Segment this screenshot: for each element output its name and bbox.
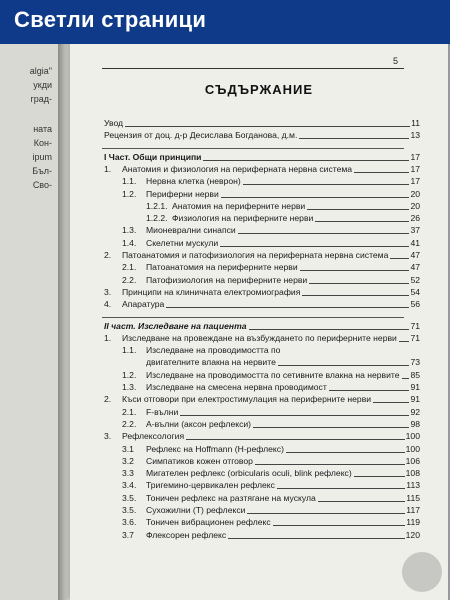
left-page-fragment: Сво- xyxy=(32,180,52,190)
toc-entry-page: 13 xyxy=(410,130,420,141)
toc-entry-page: 92 xyxy=(410,406,420,417)
toc-entry xyxy=(122,176,420,187)
left-page-fragment: algia" xyxy=(29,66,52,76)
toc-entry xyxy=(122,530,420,541)
toc-entry-page: 41 xyxy=(410,237,420,248)
toc-entry xyxy=(122,468,420,479)
toc-entry-label: Изследване на проводимостта по xyxy=(146,345,281,356)
toc-leader-line xyxy=(203,160,409,161)
toc-entry-number: 1. xyxy=(104,163,112,174)
toc-entry-label: Тоничен вибрационен рефлекс xyxy=(146,517,271,528)
toc-entry-label: Апаратура xyxy=(122,299,165,310)
toc-entry-number: 1.1. xyxy=(122,176,137,187)
toc-entry-page: 115 xyxy=(406,492,420,503)
toc-leader-line xyxy=(390,258,409,259)
toc-entry-number: 1.2. xyxy=(122,188,137,199)
toc-leader-line xyxy=(238,233,410,234)
toc-entry xyxy=(104,299,420,310)
toc-entry-page: 117 xyxy=(406,505,420,515)
toc-entry-label: Мионеврални синапси xyxy=(146,225,236,236)
toc-leader-line xyxy=(302,295,409,296)
toc-entry xyxy=(104,321,420,332)
left-page-fragment: Кон- xyxy=(33,138,52,148)
toc-entry-label: Скелетни мускули xyxy=(146,237,219,248)
toc-entry-number: 3.1 xyxy=(122,443,134,454)
toc-entry-label: Тоничен рефлекс на разтягане на мускула xyxy=(146,492,316,503)
left-page-fragment: ipum xyxy=(32,152,52,162)
toc-entry xyxy=(122,275,420,286)
section-rule xyxy=(102,317,404,318)
toc-leader-line xyxy=(299,138,409,139)
toc-entry-page: 85 xyxy=(410,369,420,380)
toc-entry-number: 2.1. xyxy=(122,406,137,417)
toc-entry xyxy=(146,201,420,212)
toc-entry-label: I Част. Общи принципи xyxy=(104,151,202,162)
toc-entry-label: Анатомия на периферните нерви xyxy=(172,200,306,211)
toc-entry-label: Физиология на периферните нерви xyxy=(172,213,314,224)
toc-leader-line xyxy=(186,439,405,440)
toc-entry-number: 2. xyxy=(104,394,112,405)
toc-entry-number: 4. xyxy=(104,299,112,310)
toc-entry-label: Мигателен рефлекс (orbicularis oculi, blink рефлекс) xyxy=(146,468,352,479)
toc-entry-page: 120 xyxy=(405,529,420,540)
toc-leader-line xyxy=(180,415,409,416)
toc-leader-line xyxy=(373,402,409,403)
toc-entry-label: А-вълни (аксон рефлекси) xyxy=(146,418,252,429)
toc-leader-line xyxy=(228,538,405,539)
toc-leader-line xyxy=(354,172,409,173)
toc-entry xyxy=(104,333,420,344)
toc-entry-page: 113 xyxy=(406,480,420,491)
toc-entry-page: 119 xyxy=(406,517,420,528)
table-of-contents xyxy=(70,30,448,600)
toc-entry-page: 91 xyxy=(410,382,420,392)
toc-entry-label: Периферни нерви xyxy=(146,188,219,199)
toc-entry-number: 3.7 xyxy=(122,529,134,540)
toc-leader-line xyxy=(315,221,409,222)
toc-leader-line xyxy=(278,365,410,366)
toc-entry-number: 1.2.2. xyxy=(146,213,168,224)
toc-entry xyxy=(122,493,420,504)
toc-leader-line xyxy=(402,378,410,379)
toc-entry-label: Патоанатомия и патофизиология на периферната нервна система xyxy=(122,250,389,260)
toc-entry-number: 2.2. xyxy=(122,274,137,285)
toc-entry xyxy=(122,382,420,393)
toc-leader-line xyxy=(125,126,410,127)
toc-entry xyxy=(122,419,420,430)
left-page xyxy=(0,44,58,600)
toc-entry-label: Анатомия и физиология на периферната нервна система xyxy=(122,163,353,174)
toc-entry xyxy=(122,517,420,528)
left-page-fragment: град- xyxy=(30,94,52,104)
toc-entry-number: 1.1. xyxy=(122,345,137,356)
toc-entry-number: 1.4. xyxy=(122,237,137,248)
toc-entry-number: 3.2 xyxy=(122,455,134,466)
page-number: 5 xyxy=(392,56,398,66)
toc-entry xyxy=(122,238,420,249)
toc-entry-number: 1. xyxy=(104,332,112,343)
toc-entry-number: 1.3. xyxy=(122,382,137,392)
toc-leader-line xyxy=(309,283,409,284)
toc-title: СЪДЪРЖАНИЕ xyxy=(204,82,314,97)
toc-entry-label: Рефлекс на Hoffmann (H-рефлекс) xyxy=(146,443,284,454)
toc-entry xyxy=(104,152,420,163)
toc-leader-line xyxy=(307,209,409,210)
book-page xyxy=(70,30,448,600)
toc-entry xyxy=(146,213,420,224)
toc-entry-number: 2.1. xyxy=(122,262,137,273)
toc-leader-line xyxy=(277,488,405,489)
toc-entry xyxy=(104,164,420,175)
toc-entry-label: Изследване на проводимостта по сетивните влакна на нервите xyxy=(146,369,400,380)
toc-entry-page: 47 xyxy=(410,250,420,260)
toc-entry-page: 37 xyxy=(410,225,420,236)
toc-entry-page: 73 xyxy=(410,357,420,368)
toc-leader-line xyxy=(300,270,410,271)
left-page-fragment: ната xyxy=(33,124,52,134)
toc-entry xyxy=(104,250,420,261)
toc-entry-page: 54 xyxy=(410,286,420,297)
toc-leader-line xyxy=(221,197,410,198)
toc-entry-page: 100 xyxy=(405,443,420,454)
toc-entry xyxy=(122,444,420,455)
toc-leader-line xyxy=(255,464,405,465)
toc-leader-line xyxy=(354,476,405,477)
toc-entry-number: 3.5. xyxy=(122,505,137,515)
toc-entry-page: 56 xyxy=(410,299,420,310)
toc-entry-page: 52 xyxy=(410,274,420,285)
toc-entry xyxy=(122,456,420,467)
toc-entry-page: 17 xyxy=(410,176,420,187)
toc-entry-label: Къси отговори при електростимулация на периферните нерви xyxy=(122,394,372,405)
toc-entry xyxy=(104,287,420,298)
toc-entry-label: F-вълни xyxy=(146,406,179,417)
toc-entry xyxy=(122,189,420,200)
toc-entry-page: 106 xyxy=(405,455,420,466)
toc-entry xyxy=(122,407,420,418)
toc-entry-page: 17 xyxy=(410,163,420,174)
toc-leader-line xyxy=(247,513,405,514)
toc-entry-number: 3.4. xyxy=(122,480,137,491)
site-banner xyxy=(0,0,450,44)
toc-entry xyxy=(122,505,420,516)
toc-entry-label: Патофизиология на периферните нерви xyxy=(146,274,308,285)
toc-entry-label: двигателните влакна на нервите xyxy=(146,357,276,368)
toc-entry-label: Принципи на клиничната електромиография xyxy=(122,286,301,297)
toc-entry-number: 3.3 xyxy=(122,468,134,479)
toc-entry-number: 1.2. xyxy=(122,369,137,380)
toc-entry-page: 20 xyxy=(410,200,420,211)
toc-leader-line xyxy=(253,427,409,428)
book-gutter xyxy=(58,44,70,600)
toc-entry xyxy=(122,225,420,236)
toc-leader-line xyxy=(399,341,410,342)
toc-leader-line xyxy=(329,390,410,391)
toc-entry-label: Изследване на провеждане на възбуждането по периферните нерви xyxy=(122,332,397,343)
toc-entry-number: 3.6. xyxy=(122,517,137,528)
toc-entry-label: Сухожилни (T) рефлекси xyxy=(146,505,246,515)
toc-entry-page: 11 xyxy=(411,118,420,128)
toc-entry-page: 71 xyxy=(410,320,420,331)
toc-entry-label: Тригемино-цервикален рефлекс xyxy=(146,480,275,491)
toc-entry xyxy=(104,394,420,405)
section-rule xyxy=(102,148,404,149)
toc-entry-number: 3. xyxy=(104,431,112,442)
toc-entry xyxy=(104,431,420,442)
toc-entry-label: Рефлексология xyxy=(122,431,185,442)
toc-entry-page: 71 xyxy=(410,332,420,343)
left-page-fragment: Бъл- xyxy=(32,166,52,176)
watermark-logo xyxy=(402,552,442,592)
toc-leader-line xyxy=(273,525,406,526)
toc-entry-page: 108 xyxy=(405,468,420,479)
toc-entry xyxy=(104,130,420,141)
toc-entry-label: Рецензия от доц. д-р Десислава Богданова, д.м. xyxy=(104,130,298,141)
toc-entry xyxy=(104,118,420,129)
toc-entry-number: 3. xyxy=(104,286,112,297)
toc-entry xyxy=(146,357,420,368)
toc-entry-number: 3.5. xyxy=(122,492,137,503)
toc-entry-page: 100 xyxy=(405,431,420,442)
toc-entry-number: 2. xyxy=(104,250,112,260)
toc-entry-label: II част. Изследване на пациента xyxy=(104,320,247,331)
toc-entry-label: Увод xyxy=(104,118,124,128)
banner-title: Светли страници xyxy=(14,7,207,32)
toc-leader-line xyxy=(243,184,410,185)
toc-entry-number: 1.2.1. xyxy=(146,200,168,211)
left-page-fragment: укди xyxy=(33,80,52,90)
toc-leader-line xyxy=(318,501,406,502)
toc-leader-line xyxy=(220,246,409,247)
toc-leader-line xyxy=(249,329,410,330)
toc-entry-label: Флексорен рефлекс xyxy=(146,529,227,540)
toc-leader-line xyxy=(286,452,405,453)
toc-entry xyxy=(122,262,420,273)
toc-entry-label: Нервна клетка (неврон) xyxy=(146,176,241,187)
toc-entry-page: 98 xyxy=(410,418,420,429)
toc-entry-number: 2.2. xyxy=(122,418,137,429)
toc-entry xyxy=(122,480,420,491)
toc-entry-label: Изследване на смесена нервна проводимост xyxy=(146,382,327,392)
toc-entry-page: 26 xyxy=(410,213,420,224)
toc-entry-page: 47 xyxy=(410,262,420,273)
toc-entry-label: Патоанатомия на периферните нерви xyxy=(146,262,298,273)
toc-entry-number: 1.3. xyxy=(122,225,137,236)
toc-entry xyxy=(122,370,420,381)
toc-leader-line xyxy=(166,307,409,308)
toc-entry-page: 17 xyxy=(410,151,420,162)
toc-entry-label: Симпатиков кожен отговор xyxy=(146,455,253,466)
toc-entry-page: 20 xyxy=(410,188,420,199)
toc-entry-page: 91 xyxy=(410,394,420,405)
